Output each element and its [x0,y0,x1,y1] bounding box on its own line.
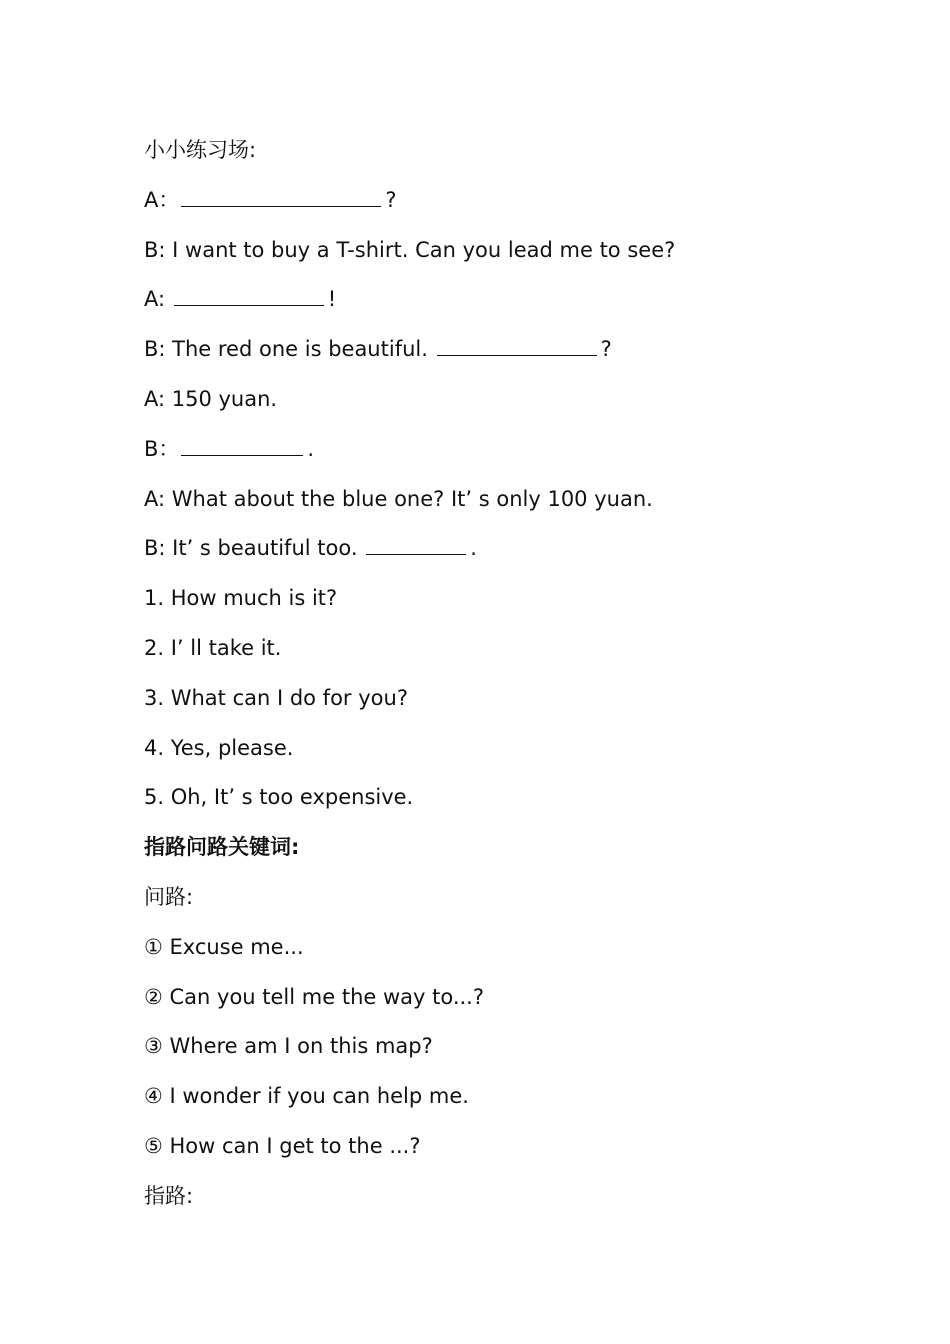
line-end-punctuation: ? [385,187,397,212]
dialogue-line-1 [144,180,844,230]
dialogue-line-7: A: What about the blue one? It’ s only 100 yuan. [144,486,653,511]
answer-blank-3 [437,331,597,356]
asking-phrase-4: ④ I wonder if you can help me. [144,1084,469,1109]
dialogue-line-5: A: 150 yuan. [144,386,278,411]
option-item-3: 3. What can I do for you? [144,685,408,710]
asking-phrase-2: ② Can you tell me the way to...? [144,984,484,1009]
dialogue-line-4 [144,329,844,379]
answer-blank-2 [174,281,324,306]
dialogue-line-3 [144,279,844,329]
dialogue-line-2: B: I want to buy a T-shirt. Can you lead me to see? [144,237,676,262]
line-end-punctuation: ! [327,287,337,312]
answer-blank-4 [181,431,303,456]
dialogue-text: B: The red one is beautiful. [144,337,428,362]
speaker-b-label: B： [144,436,180,461]
practice-title: 小小练习场: [144,138,257,162]
dialogue-text: B: It’ s beautiful too. [144,536,358,561]
line-end-punctuation: ? [600,337,612,362]
option-item-1: 1. How much is it? [144,586,338,611]
directing-label: 指路: [144,1183,194,1208]
answer-blank-5 [366,530,466,555]
document-content [144,130,844,1226]
dialogue-line-6 [144,429,844,479]
asking-phrase-5: ⑤ How can I get to the ...? [144,1133,421,1158]
line-end-punctuation: . [307,436,315,461]
line-end-punctuation: . [470,536,477,561]
option-item-5: 5. Oh, It’ s too expensive. [144,785,414,810]
speaker-a-label: A： [144,187,180,212]
dialogue-line-8 [144,528,844,578]
option-item-2: 2. I’ ll take it. [144,635,282,660]
speaker-a-label: A: [144,287,166,312]
answer-blank-1 [181,182,381,207]
asking-phrase-3: ③ Where am I on this map? [144,1034,433,1059]
asking-phrase-1: ① Excuse me... [144,934,304,959]
option-item-4: 4. Yes, please. [144,735,294,760]
asking-label: 问路: [144,884,194,909]
keywords-heading: 指路问路关键词: [144,835,300,860]
